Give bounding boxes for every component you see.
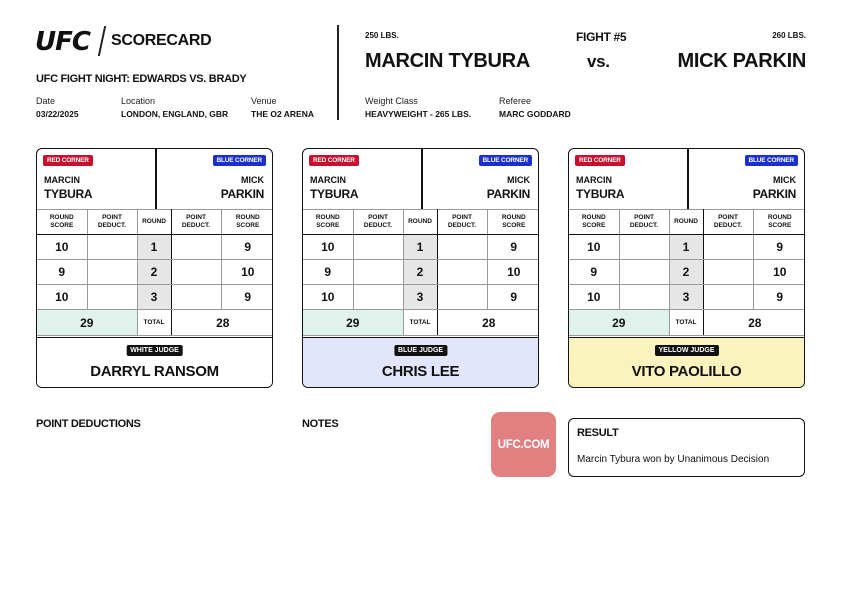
blue-point-deduction <box>703 235 753 260</box>
score-header-row <box>569 210 805 235</box>
blue-round-score: 9 <box>753 235 805 260</box>
total-row <box>569 310 805 336</box>
blue-total: 28 <box>703 310 805 336</box>
blue-round-score: 10 <box>221 260 273 285</box>
corner-header <box>569 149 804 210</box>
red-first-name: MARCIN <box>310 175 346 185</box>
round-header: ROUND <box>669 210 703 235</box>
red-point-deduction <box>87 260 137 285</box>
red-round-score: 10 <box>569 235 619 260</box>
header-divider <box>337 25 339 120</box>
fight-number: FIGHT #5 <box>576 30 627 44</box>
red-last-name: TYBURA <box>576 187 625 201</box>
corner-header <box>37 149 272 210</box>
red-last-name: TYBURA <box>310 187 359 201</box>
red-round-score: 10 <box>303 285 353 310</box>
red-round-score: 9 <box>37 260 87 285</box>
blue-weight: 260 LBS. <box>772 31 806 40</box>
judge-name: VITO PAOLILLO <box>631 363 742 380</box>
red-point-deduction <box>353 235 403 260</box>
red-point-deduction <box>619 260 669 285</box>
judge-badge: BLUE JUDGE <box>394 345 447 356</box>
location-value: LONDON, ENGLAND, GBR <box>121 109 229 119</box>
score-row <box>37 235 273 260</box>
red-round-score: 10 <box>37 235 87 260</box>
red-round-score: 9 <box>569 260 619 285</box>
ufc-logo: UFC <box>35 27 90 57</box>
red-last-name: TYBURA <box>44 187 93 201</box>
weight-class-label: Weight Class <box>365 96 418 106</box>
red-point-deduction <box>87 285 137 310</box>
round-header: ROUND <box>137 210 171 235</box>
corner-divider <box>687 149 689 209</box>
blue-point-deduction <box>437 285 487 310</box>
scorecard-title: SCORECARD <box>111 32 212 49</box>
blue-round-score: 10 <box>487 260 539 285</box>
blue-last-name: PARKIN <box>220 187 264 201</box>
red-point-deduct-header: POINT DEDUCT. <box>619 210 669 235</box>
event-title: UFC FIGHT NIGHT: EDWARDS VS. BRADY <box>36 73 247 85</box>
referee-value: MARC GODDARD <box>499 109 571 119</box>
corner-divider <box>155 149 157 209</box>
total-label: TOTAL <box>137 310 171 336</box>
judge-badge: YELLOW JUDGE <box>654 345 718 356</box>
blue-round-score: 9 <box>221 235 273 260</box>
red-total: 29 <box>569 310 669 336</box>
judge-badge: WHITE JUDGE <box>126 345 183 356</box>
blue-point-deduct-header: POINT DEDUCT. <box>703 210 753 235</box>
red-fighter-name: MARCIN TYBURA <box>365 50 530 72</box>
score-table <box>569 209 805 336</box>
blue-point-deduction <box>437 235 487 260</box>
corner-header <box>303 149 538 210</box>
blue-point-deduction <box>171 235 221 260</box>
weight-class-value: HEAVYWEIGHT - 265 LBS. <box>365 109 472 119</box>
score-row <box>303 235 539 260</box>
blue-first-name: MICK <box>773 175 796 185</box>
result-box <box>568 418 805 477</box>
red-point-deduction <box>353 285 403 310</box>
red-point-deduction <box>353 260 403 285</box>
blue-first-name: MICK <box>241 175 264 185</box>
blue-round-score: 9 <box>487 235 539 260</box>
blue-round-score-header: ROUND SCORE <box>753 210 805 235</box>
score-table <box>37 209 273 336</box>
blue-last-name: PARKIN <box>752 187 796 201</box>
score-row <box>569 285 805 310</box>
notes-heading: NOTES <box>302 418 339 430</box>
blue-total: 28 <box>171 310 273 336</box>
location-label: Location <box>121 96 156 106</box>
blue-point-deduction <box>703 285 753 310</box>
round-number: 1 <box>669 235 703 260</box>
red-total: 29 <box>37 310 137 336</box>
blue-round-score: 9 <box>753 285 805 310</box>
red-weight: 250 LBS. <box>365 31 399 40</box>
score-header-row <box>37 210 273 235</box>
blue-fighter-name: MICK PARKIN <box>677 50 806 72</box>
score-row <box>303 285 539 310</box>
red-round-score: 10 <box>37 285 87 310</box>
total-label: TOTAL <box>403 310 437 336</box>
score-row <box>569 235 805 260</box>
blue-point-deduct-header: POINT DEDUCT. <box>437 210 487 235</box>
red-first-name: MARCIN <box>576 175 612 185</box>
red-point-deduct-header: POINT DEDUCT. <box>353 210 403 235</box>
red-round-score-header: ROUND SCORE <box>569 210 619 235</box>
result-heading: RESULT <box>577 427 619 439</box>
round-number: 3 <box>137 285 171 310</box>
ufc-com-badge[interactable]: UFC.COM <box>491 412 556 477</box>
score-row <box>37 285 273 310</box>
red-round-score: 10 <box>569 285 619 310</box>
red-point-deduct-header: POINT DEDUCT. <box>87 210 137 235</box>
score-row <box>37 260 273 285</box>
red-corner-badge: RED CORNER <box>575 155 625 166</box>
round-number: 2 <box>403 260 437 285</box>
red-round-score: 10 <box>303 235 353 260</box>
date-label: Date <box>36 96 56 106</box>
blue-first-name: MICK <box>507 175 530 185</box>
judge-name: DARRYL RANSOM <box>90 363 219 380</box>
corner-divider <box>421 149 423 209</box>
judge-section <box>37 337 272 388</box>
round-number: 2 <box>669 260 703 285</box>
red-point-deduction <box>87 235 137 260</box>
score-row <box>569 260 805 285</box>
red-round-score-header: ROUND SCORE <box>37 210 87 235</box>
venue-label: Venue <box>251 96 277 106</box>
red-corner-badge: RED CORNER <box>43 155 93 166</box>
blue-point-deduction <box>703 260 753 285</box>
red-point-deduction <box>619 235 669 260</box>
round-number: 3 <box>669 285 703 310</box>
red-point-deduction <box>619 285 669 310</box>
score-table <box>303 209 539 336</box>
blue-corner-badge: BLUE CORNER <box>213 155 266 166</box>
round-number: 3 <box>403 285 437 310</box>
blue-point-deduction <box>171 285 221 310</box>
red-total: 29 <box>303 310 403 336</box>
vs-label: vs. <box>587 52 610 71</box>
judge-scorecard <box>568 148 805 388</box>
judge-name: CHRIS LEE <box>381 363 460 380</box>
judge-section <box>569 337 804 388</box>
blue-round-score: 9 <box>487 285 539 310</box>
round-number: 1 <box>137 235 171 260</box>
blue-round-score: 10 <box>753 260 805 285</box>
blue-point-deduction <box>437 260 487 285</box>
blue-point-deduct-header: POINT DEDUCT. <box>171 210 221 235</box>
blue-point-deduction <box>171 260 221 285</box>
blue-round-score-header: ROUND SCORE <box>487 210 539 235</box>
blue-last-name: PARKIN <box>486 187 530 201</box>
round-number: 2 <box>137 260 171 285</box>
score-row <box>303 260 539 285</box>
blue-round-score: 9 <box>221 285 273 310</box>
total-row <box>303 310 539 336</box>
red-round-score: 9 <box>303 260 353 285</box>
point-deductions-heading: POINT DEDUCTIONS <box>36 418 141 430</box>
round-header: ROUND <box>403 210 437 235</box>
round-number: 1 <box>403 235 437 260</box>
date-value: 03/22/2025 <box>36 109 79 119</box>
red-round-score-header: ROUND SCORE <box>303 210 353 235</box>
venue-value: THE O2 ARENA <box>251 109 314 119</box>
score-header-row <box>303 210 539 235</box>
judge-section <box>303 337 538 388</box>
blue-corner-badge: BLUE CORNER <box>745 155 798 166</box>
logo-divider <box>98 26 106 56</box>
result-text: Marcin Tybura won by Unanimous Decision <box>577 454 770 465</box>
total-row <box>37 310 273 336</box>
referee-label: Referee <box>499 96 532 106</box>
red-first-name: MARCIN <box>44 175 80 185</box>
blue-round-score-header: ROUND SCORE <box>221 210 273 235</box>
judge-scorecard <box>302 148 539 388</box>
total-label: TOTAL <box>669 310 703 336</box>
judge-scorecard <box>36 148 273 388</box>
red-corner-badge: RED CORNER <box>309 155 359 166</box>
blue-corner-badge: BLUE CORNER <box>479 155 532 166</box>
blue-total: 28 <box>437 310 539 336</box>
